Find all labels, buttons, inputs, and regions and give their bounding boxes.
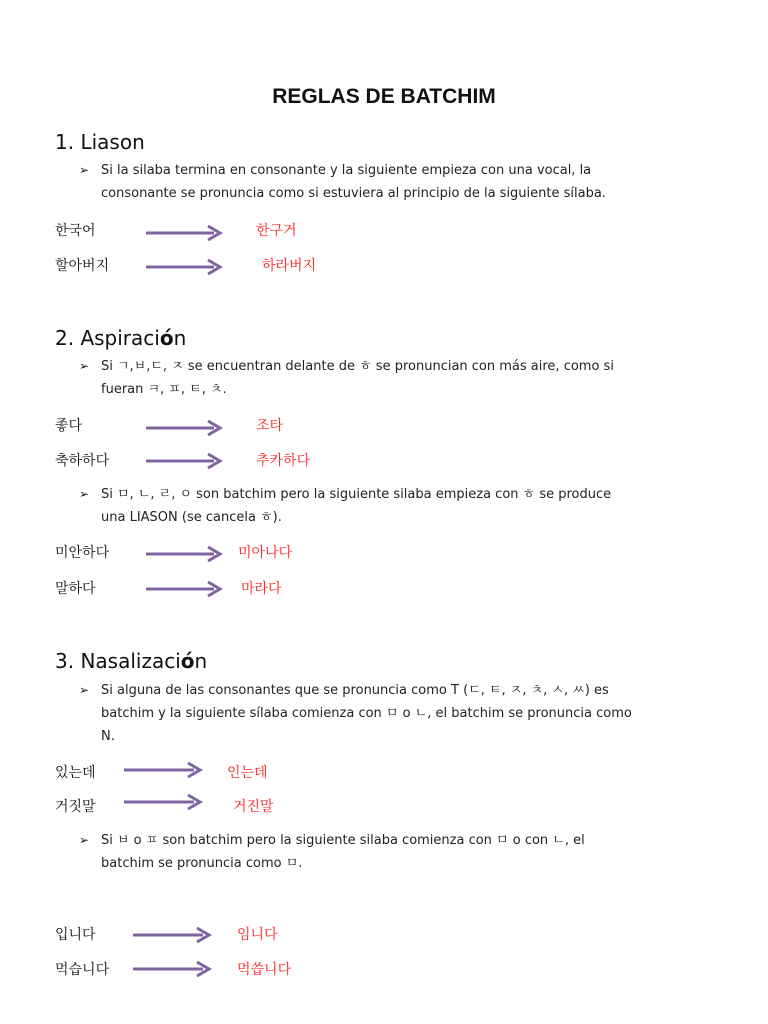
section-number: 3.	[55, 649, 75, 673]
arrow-right-icon	[144, 545, 224, 563]
rule-line: fueran ㅋ, ㅍ, ㅌ, ㅊ.	[101, 382, 227, 397]
example-word: 거짓말	[55, 799, 96, 815]
example-result: 미아나다	[238, 545, 293, 561]
arrow-right-icon	[131, 960, 213, 978]
example-word: 축하하다	[55, 453, 110, 469]
example-result: 하라버지	[262, 258, 317, 274]
rule-line: Si ㄱ,ㅂ,ㄷ, ㅈ se encuentran delante de ㅎ se pronuncian con más aire, como si	[101, 359, 614, 374]
example-result: 임니다	[237, 927, 278, 943]
rule-line: Si ㅁ, ㄴ, ㄹ, ㅇ son batchim pero la siguiente silaba empieza con ㅎ se produce	[101, 487, 612, 502]
page-title: REGLAS DE BATCHIM	[272, 85, 496, 108]
arrow-right-icon	[144, 452, 224, 470]
bullet-arrow-icon: ➢	[79, 359, 90, 373]
example-result: 한구거	[256, 223, 297, 239]
section-heading-nasalizacion	[55, 649, 207, 673]
example-word: 미안하다	[55, 545, 110, 561]
arrow-right-icon	[144, 258, 224, 276]
bullet-arrow-icon: ➢	[79, 487, 90, 501]
section-title: Aspiración	[80, 326, 187, 350]
rule-line: batchim se pronuncia como ㅁ.	[101, 856, 303, 871]
example-result: 거진말	[233, 799, 274, 815]
rule-text-aspiracion	[101, 355, 701, 401]
example-word: 입니다	[55, 927, 96, 943]
example-word: 한국어	[55, 223, 96, 239]
example-word: 먹습니다	[55, 962, 110, 978]
arrow-right-icon	[122, 761, 204, 779]
example-word: 할아버지	[55, 258, 110, 274]
rule-text-liason	[101, 159, 701, 205]
example-result: 추카하다	[256, 453, 311, 469]
rule-line: Si ㅂ o ㅍ son batchim pero la siguiente silaba comienza con ㅁ o con ㄴ, el	[101, 833, 585, 848]
section-heading-liason	[55, 130, 145, 154]
arrow-right-icon	[144, 580, 224, 598]
section-number: 1.	[55, 130, 75, 154]
arrow-right-icon	[144, 419, 224, 437]
rule-text-nasalizacion	[101, 679, 701, 748]
rule-line: consonante se pronuncia como si estuviera al principio de la siguiente sílaba.	[101, 186, 606, 201]
example-result: 먹씁니다	[237, 962, 292, 978]
rule-text-nasalizacion-b	[101, 829, 701, 875]
arrow-right-icon	[131, 926, 213, 944]
rule-line: batchim y la siguiente sílaba comienza con ㅁ o ㄴ, el batchim se pronuncia como	[101, 706, 632, 721]
rule-line: una LIASON (se cancela ㅎ).	[101, 510, 282, 525]
section-heading-aspiracion	[55, 326, 186, 350]
arrow-right-icon	[122, 793, 204, 811]
section-number: 2.	[55, 326, 75, 350]
rule-line: Si alguna de las consonantes que se pronuncia como T (ㄷ, ㅌ, ㅈ, ㅊ, ㅅ, ㅆ) es	[101, 683, 609, 698]
example-word: 말하다	[55, 581, 96, 597]
arrow-right-icon	[144, 224, 224, 242]
rule-text-aspiracion-liason	[101, 483, 701, 529]
section-title: Nasalización	[80, 649, 208, 673]
example-result: 인는데	[227, 765, 268, 781]
section-title: Liason	[80, 130, 145, 154]
rule-line: Si la silaba termina en consonante y la siguiente empieza con una vocal, la	[101, 163, 592, 178]
rule-line: N.	[101, 729, 115, 744]
bullet-arrow-icon: ➢	[79, 833, 90, 847]
bullet-arrow-icon: ➢	[79, 683, 90, 697]
example-word: 있는데	[55, 765, 96, 781]
example-word: 좋다	[55, 418, 83, 434]
example-result: 조타	[256, 418, 284, 434]
example-result: 마라다	[241, 581, 282, 597]
bullet-arrow-icon: ➢	[79, 163, 90, 177]
